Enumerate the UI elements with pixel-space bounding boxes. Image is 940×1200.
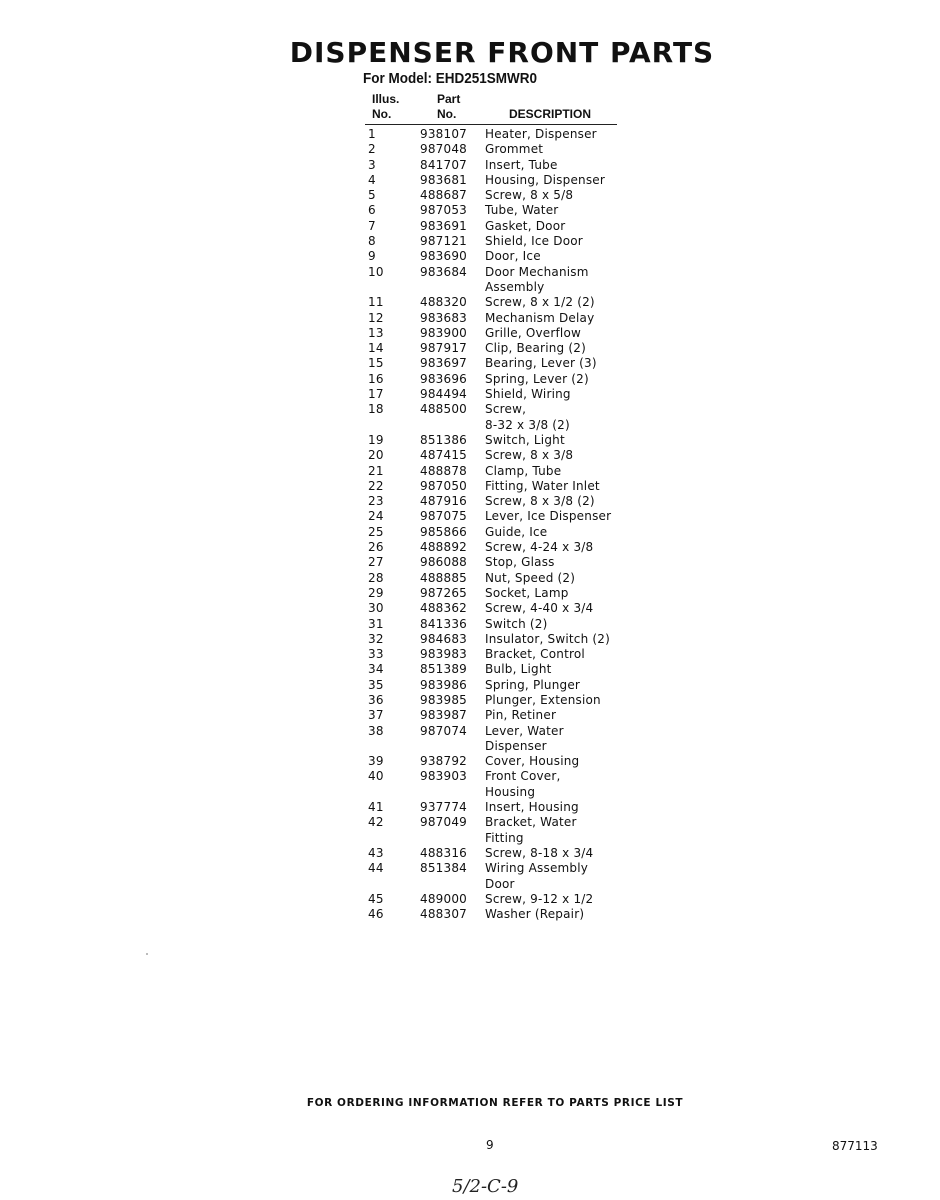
table-row [368,815,628,830]
part-description: Fitting, Water Inlet [485,478,600,493]
header-part-2: No. [437,107,457,121]
part-number: 937774 [420,800,468,815]
table-row-continuation [368,739,628,754]
part-number: 488362 [420,601,468,616]
part-number [420,739,485,754]
part-number: 987917 [420,341,468,356]
part-description: Stop, Glass [485,555,555,570]
table-row-continuation [368,877,628,892]
table-row [368,188,628,203]
table-row [368,203,628,218]
table-row [368,219,628,234]
part-number: 984683 [420,631,468,646]
part-description: 8-32 x 3/8 (2) [485,417,570,432]
header-illus-1: Illus. [372,92,400,106]
part-number: 938107 [420,127,468,141]
illus-number: 35 [368,677,384,692]
part-description: Clip, Bearing (2) [485,341,586,356]
part-description: Screw, 8 x 1/2 (2) [485,295,595,310]
illus-number [368,739,420,754]
header-part-1: Part [437,92,461,106]
table-row-continuation [368,280,628,295]
illus-number: 32 [368,631,384,646]
part-number: 987049 [420,815,468,830]
part-number: 983696 [420,371,468,386]
illus-number: 5 [368,188,376,203]
part-number: 983683 [420,310,468,325]
part-description: Door [485,876,515,891]
illus-number: 2 [368,142,376,157]
part-description: Assembly [485,279,545,294]
scan-speck [146,953,148,955]
part-description: Dispenser [485,738,547,753]
part-number: 487415 [420,448,468,463]
part-number: 487916 [420,494,468,509]
table-row [368,846,628,861]
part-description: Lever, Ice Dispenser [485,509,612,524]
part-description: Guide, Ice [485,524,548,539]
illus-number: 20 [368,448,384,463]
table-row [368,601,628,616]
table-row [368,311,628,326]
part-description: Tube, Water [485,203,559,218]
illus-number: 34 [368,662,384,677]
table-row [368,693,628,708]
part-number: 983690 [420,249,468,264]
table-row [368,647,628,662]
part-number: 987074 [420,723,468,738]
table-row [368,571,628,586]
illus-number: 44 [368,861,384,876]
table-row [368,586,628,601]
table-row [368,662,628,677]
part-description: Screw, 4-24 x 3/8 [485,540,594,555]
page-number: 9 [486,1138,494,1152]
part-number: 987053 [420,203,468,218]
table-row [368,265,628,280]
part-number: 488885 [420,570,468,585]
part-number: 488316 [420,845,468,860]
table-row [368,525,628,540]
illus-number: 16 [368,371,384,386]
part-description: Heater, Dispenser [485,127,597,141]
illus-number: 27 [368,555,384,570]
table-row-continuation [368,418,628,433]
illus-number [368,877,420,892]
illus-number: 4 [368,172,376,187]
parts-table [368,127,628,922]
part-description: Housing [485,784,536,799]
illus-number: 37 [368,708,384,723]
part-description: Screw, 4-40 x 3/4 [485,601,594,616]
table-row [368,402,628,417]
illus-number: 42 [368,815,384,830]
part-description: Bearing, Lever (3) [485,356,597,371]
table-row [368,632,628,647]
table-row-continuation [368,831,628,846]
table-row [368,892,628,907]
part-description: Plunger, Extension [485,692,601,707]
part-number: 983900 [420,325,468,340]
table-row [368,448,628,463]
part-number: 488500 [420,402,468,417]
table-row-continuation [368,785,628,800]
part-number: 938792 [420,754,468,769]
illus-number: 14 [368,341,384,356]
illus-number: 1 [368,127,376,141]
header-illus-2: No. [372,107,392,121]
part-description: Wiring Assembly [485,861,589,876]
part-description: Pin, Retiner [485,708,557,723]
part-number: 983983 [420,647,468,662]
illus-number: 6 [368,203,376,218]
part-number: 488307 [420,907,468,922]
table-row [368,907,628,922]
table-row [368,861,628,876]
illus-number: 9 [368,249,376,264]
part-description: Spring, Lever (2) [485,371,589,386]
part-number [420,418,485,433]
part-description: Screw, 9-12 x 1/2 [485,891,594,906]
part-number: 987048 [420,142,468,157]
table-row [368,540,628,555]
part-description: Washer (Repair) [485,907,585,922]
illus-number: 18 [368,402,384,417]
part-description: Bracket, Water [485,815,577,830]
part-description: Shield, Wiring [485,387,571,402]
part-number: 488320 [420,295,468,310]
table-row [368,127,628,142]
header-rule [365,124,617,125]
table-row [368,724,628,739]
part-description: Nut, Speed (2) [485,570,576,585]
illus-number: 7 [368,218,376,233]
illus-number: 15 [368,356,384,371]
illus-number: 38 [368,723,384,738]
part-number: 489000 [420,891,468,906]
illus-number [368,785,420,800]
part-number: 851386 [420,432,468,447]
part-number [420,785,485,800]
table-row [368,494,628,509]
part-number: 985866 [420,524,468,539]
part-number: 983684 [420,264,468,279]
part-description: Spring, Plunger [485,677,581,692]
part-number: 983987 [420,708,468,723]
illus-number: 11 [368,295,384,310]
model-subtitle: For Model: EHD251SMWR0 [362,70,538,87]
table-row [368,158,628,173]
illus-number [368,831,420,846]
part-description: Screw, 8 x 3/8 (2) [485,494,595,509]
part-number: 987265 [420,585,468,600]
part-number: 983681 [420,172,468,187]
illus-number: 24 [368,509,384,524]
illus-number: 8 [368,234,376,249]
part-description: Fitting [485,830,524,845]
table-row [368,372,628,387]
illus-number: 46 [368,907,384,922]
part-number: 987121 [420,234,468,249]
illus-number: 17 [368,387,384,402]
part-number: 983697 [420,356,468,371]
table-row [368,678,628,693]
table-row [368,769,628,784]
part-number [420,831,485,846]
part-number: 488892 [420,540,468,555]
table-row [368,509,628,524]
illus-number: 19 [368,432,384,447]
part-number: 986088 [420,555,468,570]
table-row [368,708,628,723]
part-number: 983903 [420,769,468,784]
table-row [368,387,628,402]
part-number [420,877,485,892]
part-description: Door Mechanism [485,264,589,279]
page-title: DISPENSER FRONT PARTS [289,36,715,69]
handwritten-note: 5/2-C-9 [452,1176,519,1197]
illus-number: 43 [368,845,384,860]
part-description: Mechanism Delay [485,310,595,325]
part-description: Door, Ice [485,249,541,264]
part-number: 841707 [420,157,468,172]
part-description: Bulb, Light [485,662,552,677]
part-description: Insert, Housing [485,800,579,815]
part-description: Clamp, Tube [485,463,562,478]
part-description: Socket, Lamp [485,585,569,600]
part-description: Grille, Overflow [485,325,582,340]
illus-number: 22 [368,478,384,493]
ordering-footer: FOR ORDERING INFORMATION REFER TO PARTS PRICE LIST [306,1097,684,1109]
illus-number: 25 [368,524,384,539]
table-row [368,142,628,157]
table-row [368,479,628,494]
illus-number: 41 [368,800,384,815]
table-row [368,234,628,249]
part-number: 488687 [420,188,468,203]
table-row [368,433,628,448]
illus-number: 29 [368,585,384,600]
part-number: 983691 [420,218,468,233]
illus-number: 10 [368,264,384,279]
part-description: Housing, Dispenser [485,172,606,187]
illus-number: 26 [368,540,384,555]
table-row [368,754,628,769]
illus-number [368,418,420,433]
illus-number: 12 [368,310,384,325]
part-description: Switch (2) [485,616,548,631]
part-description: Shield, Ice Door [485,234,583,249]
part-description: Screw, 8 x 3/8 [485,448,574,463]
part-number [420,280,485,295]
illus-number: 13 [368,325,384,340]
part-description: Insulator, Switch (2) [485,631,610,646]
illus-number: 30 [368,601,384,616]
part-description: Bracket, Control [485,647,585,662]
part-description: Cover, Housing [485,754,580,769]
table-row [368,295,628,310]
illus-number: 36 [368,692,384,707]
illus-number: 3 [368,157,376,172]
illus-number: 28 [368,570,384,585]
table-row [368,617,628,632]
illus-number: 23 [368,494,384,509]
part-number: 987050 [420,478,468,493]
illus-number: 31 [368,616,384,631]
part-number: 984494 [420,387,468,402]
part-description: Front Cover, [485,769,561,784]
illus-number: 39 [368,754,384,769]
part-description: Screw, [485,402,527,417]
part-description: Lever, Water [485,723,564,738]
part-description: Gasket, Door [485,218,566,233]
part-number: 983986 [420,677,468,692]
part-description: Screw, 8-18 x 3/4 [485,845,594,860]
part-number: 983985 [420,692,468,707]
part-number: 841336 [420,616,468,631]
part-number: 488878 [420,463,468,478]
illus-number: 21 [368,463,384,478]
table-row [368,326,628,341]
illus-number [368,280,420,295]
illus-number: 40 [368,769,384,784]
table-row [368,555,628,570]
part-number: 987075 [420,509,468,524]
part-number: 851389 [420,662,468,677]
part-description: Screw, 8 x 5/8 [485,188,574,203]
part-number: 851384 [420,861,468,876]
part-description: Grommet [485,142,544,157]
table-row [368,173,628,188]
document-number: 877113 [832,1139,878,1153]
illus-number: 45 [368,891,384,906]
table-row [368,356,628,371]
part-description: Insert, Tube [485,157,558,172]
illus-number: 33 [368,647,384,662]
table-row [368,800,628,815]
header-description: DESCRIPTION [509,107,592,121]
part-description: Switch, Light [485,432,565,447]
table-row [368,341,628,356]
table-row [368,249,628,264]
table-row [368,464,628,479]
